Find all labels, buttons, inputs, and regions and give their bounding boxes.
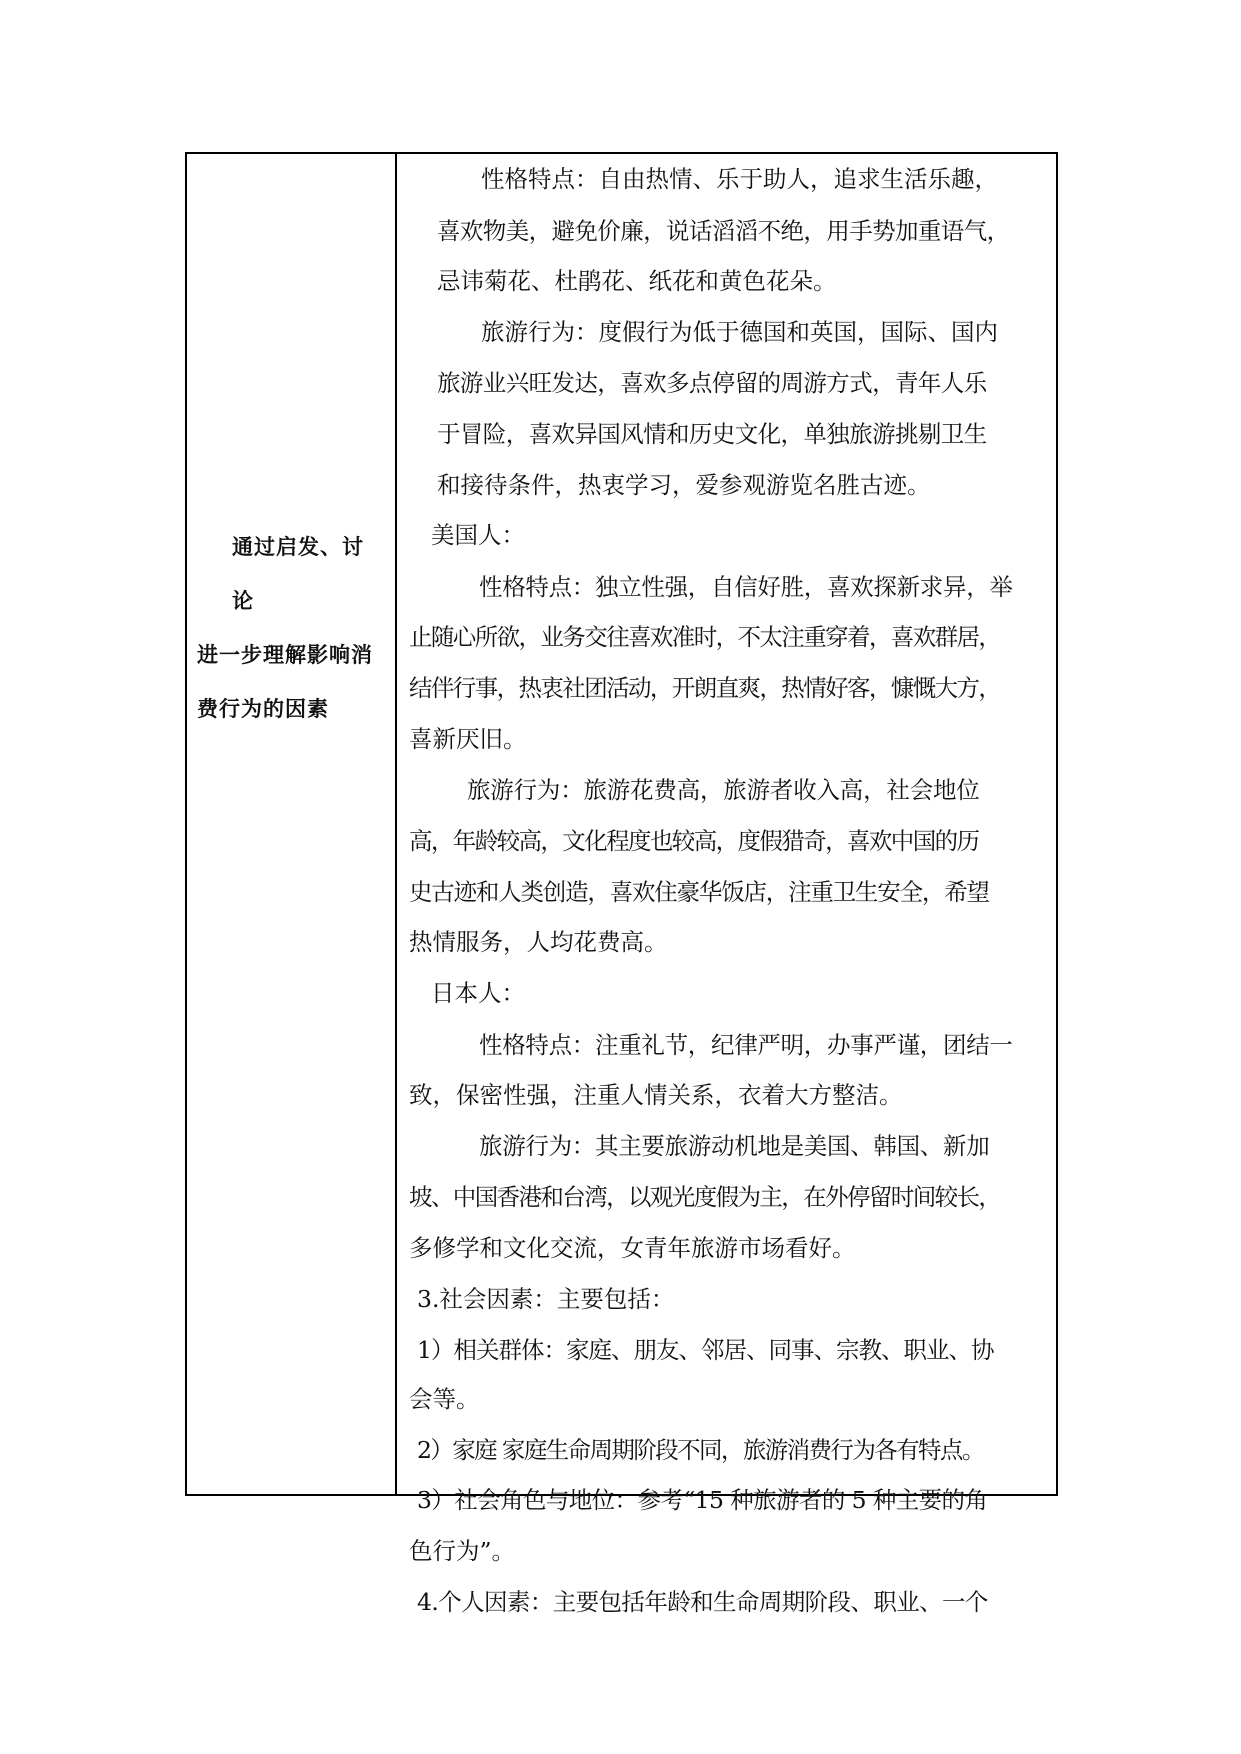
text-line: 3）社会角色与地位：参考“15 种旅游者的 5 种主要的角 [417, 1486, 988, 1514]
text-line: 性格特点：独立性强，自信好胜，喜欢探新求异，举 [479, 573, 1013, 601]
text-line: 色行为”。 [409, 1537, 516, 1565]
section-heading: 3.社会因素：主要包括： [417, 1285, 675, 1313]
text-line: 喜新厌旧。 [409, 725, 527, 753]
left-line: 进一步理解影响消 [197, 643, 373, 667]
left-line: 费行为的因素 [197, 697, 329, 721]
text-line: 于冒险，喜欢异国风情和历史文化，单独旅游挑剔卫生 [437, 420, 987, 448]
right-cell [397, 154, 1058, 1616]
text-line: 结伴行事，热衷社团活动，开朗直爽，热情好客，慷慨大方， [409, 674, 1001, 702]
text-line: 喜欢物美，避免价廉，说话滔滔不绝，用手势加重语气， [437, 217, 1010, 245]
section-heading: 4.个人因素：主要包括年龄和生命周期阶段、职业、一个 [417, 1588, 988, 1616]
text-line: 1）相关群体：家庭、朋友、邻居、同事、宗教、职业、协 [417, 1336, 994, 1364]
text-line: 性格特点：注重礼节，纪律严明，办事严谨，团结一 [479, 1031, 1013, 1059]
section-heading: 日本人： [431, 979, 525, 1007]
text-line: 旅游行为：度假行为低于德国和英国，国际、国内 [481, 318, 998, 346]
text-line: 高，年龄较高，文化程度也较高，度假猎奇，喜欢中国的历 [409, 827, 979, 855]
text-line: 多修学和文化交流，女青年旅游市场看好。 [409, 1234, 856, 1262]
left-line: 通过启发、讨论 [232, 535, 364, 613]
text-line: 忌讳菊花、杜鹃花、纸花和黄色花朵。 [437, 267, 837, 295]
left-cell-text [197, 520, 383, 736]
text-line: 2）家庭 家庭生命周期阶段不同，旅游消费行为各有特点。 [417, 1436, 984, 1464]
text-line: 热情服务，人均花费高。 [409, 928, 668, 956]
text-line: 会等。 [409, 1385, 480, 1413]
text-line: 性格特点：自由热情、乐于助人，追求生活乐趣， [481, 165, 998, 193]
text-line: 旅游业兴旺发达，喜欢多点停留的周游方式，青年人乐 [437, 369, 987, 397]
section-heading: 美国人： [431, 521, 525, 549]
text-line: 和接待条件，热衷学习，爱参观游览名胜古迹。 [437, 471, 931, 499]
text-line: 旅游行为：旅游花费高，旅游者收入高，社会地位 [467, 776, 980, 804]
text-line: 旅游行为：其主要旅游动机地是美国、韩国、新加 [479, 1132, 990, 1160]
text-line: 坡、中国香港和台湾，以观光度假为主，在外停留时间较长， [409, 1183, 1001, 1211]
left-cell [187, 154, 395, 1494]
text-line: 史古迹和人类创造，喜欢住豪华饭店，注重卫生安全，希望 [409, 878, 989, 906]
text-line: 致，保密性强，注重人情关系，衣着大方整洁。 [409, 1081, 903, 1109]
text-line: 止随心所欲，业务交往喜欢准时，不太注重穿着，喜欢群居， [409, 623, 1001, 651]
content-table [185, 152, 1058, 1616]
